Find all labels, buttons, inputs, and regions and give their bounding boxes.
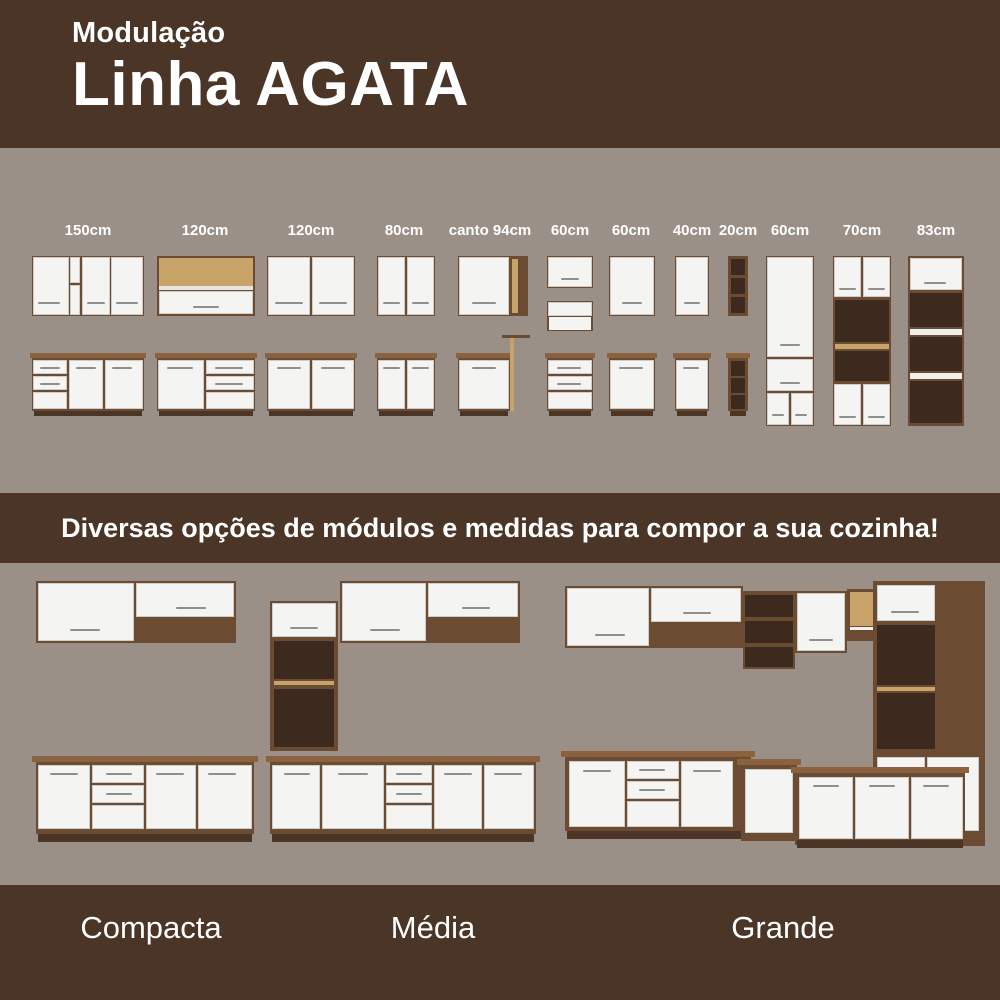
slogan-band <box>0 493 1000 563</box>
set-label-compacta: Compacta <box>80 910 222 945</box>
module-60cm-base-drawers <box>547 353 593 418</box>
modules-band <box>0 148 1000 493</box>
module-label-80cm: 80cm <box>384 222 424 239</box>
footer-band <box>0 885 1000 1000</box>
module-60cm-base <box>609 353 655 418</box>
set-label-media: Média <box>390 910 476 945</box>
module-83cm-shelf <box>908 256 964 426</box>
module-20cm-upper <box>728 256 748 316</box>
module-70cm-tower <box>833 256 891 426</box>
module-label-60cm-b: 60cm <box>611 222 651 239</box>
module-80cm-base <box>377 353 435 418</box>
module-label-120cm: 120cm <box>287 222 335 239</box>
set-label-grande: Grande <box>731 910 835 945</box>
kitchen-set-compacta <box>20 581 290 871</box>
module-label-40cm: 40cm <box>672 222 712 239</box>
module-40cm-upper <box>675 256 709 316</box>
module-label-70cm: 70cm <box>842 222 882 239</box>
module-label-60cm-a: 60cm <box>550 222 590 239</box>
module-label-60cm-tall: 60cm <box>770 222 810 239</box>
kitchen-set-grande <box>565 581 985 871</box>
module-canto-94cm-upper <box>458 256 528 316</box>
showcase-band <box>0 563 1000 885</box>
module-60cm-tower <box>766 256 814 426</box>
module-label-canto-94cm: canto 94cm <box>448 222 532 239</box>
module-80cm-upper <box>377 256 435 316</box>
module-label-83cm: 83cm <box>916 222 956 239</box>
module-label-150cm-upper: 150cm <box>64 222 112 239</box>
header <box>0 0 1000 148</box>
module-150cm-upper <box>32 256 144 316</box>
module-60cm-upper <box>609 256 655 316</box>
page-title: Linha AGATA <box>72 49 469 119</box>
module-120cm-glass-upper <box>157 256 255 316</box>
module-120cm-base <box>157 353 255 418</box>
slogan-text: Diversas opções de módulos e medidas para compor a sua cozinha! <box>61 512 939 543</box>
module-canto-94cm-base <box>458 353 528 418</box>
module-40cm-base <box>675 353 709 418</box>
kitchen-set-media <box>262 581 562 871</box>
module-labels-row <box>0 222 1000 244</box>
header-kicker: Modulação <box>72 17 226 49</box>
module-120cm-base-2doors <box>267 353 355 418</box>
module-60cm-basculante-upper <box>547 256 593 341</box>
module-20cm-base <box>728 353 748 418</box>
module-label-120cm-glass: 120cm <box>181 222 229 239</box>
module-150cm-base <box>32 353 144 418</box>
module-label-20cm: 20cm <box>718 222 758 239</box>
module-120cm-upper <box>267 256 355 316</box>
